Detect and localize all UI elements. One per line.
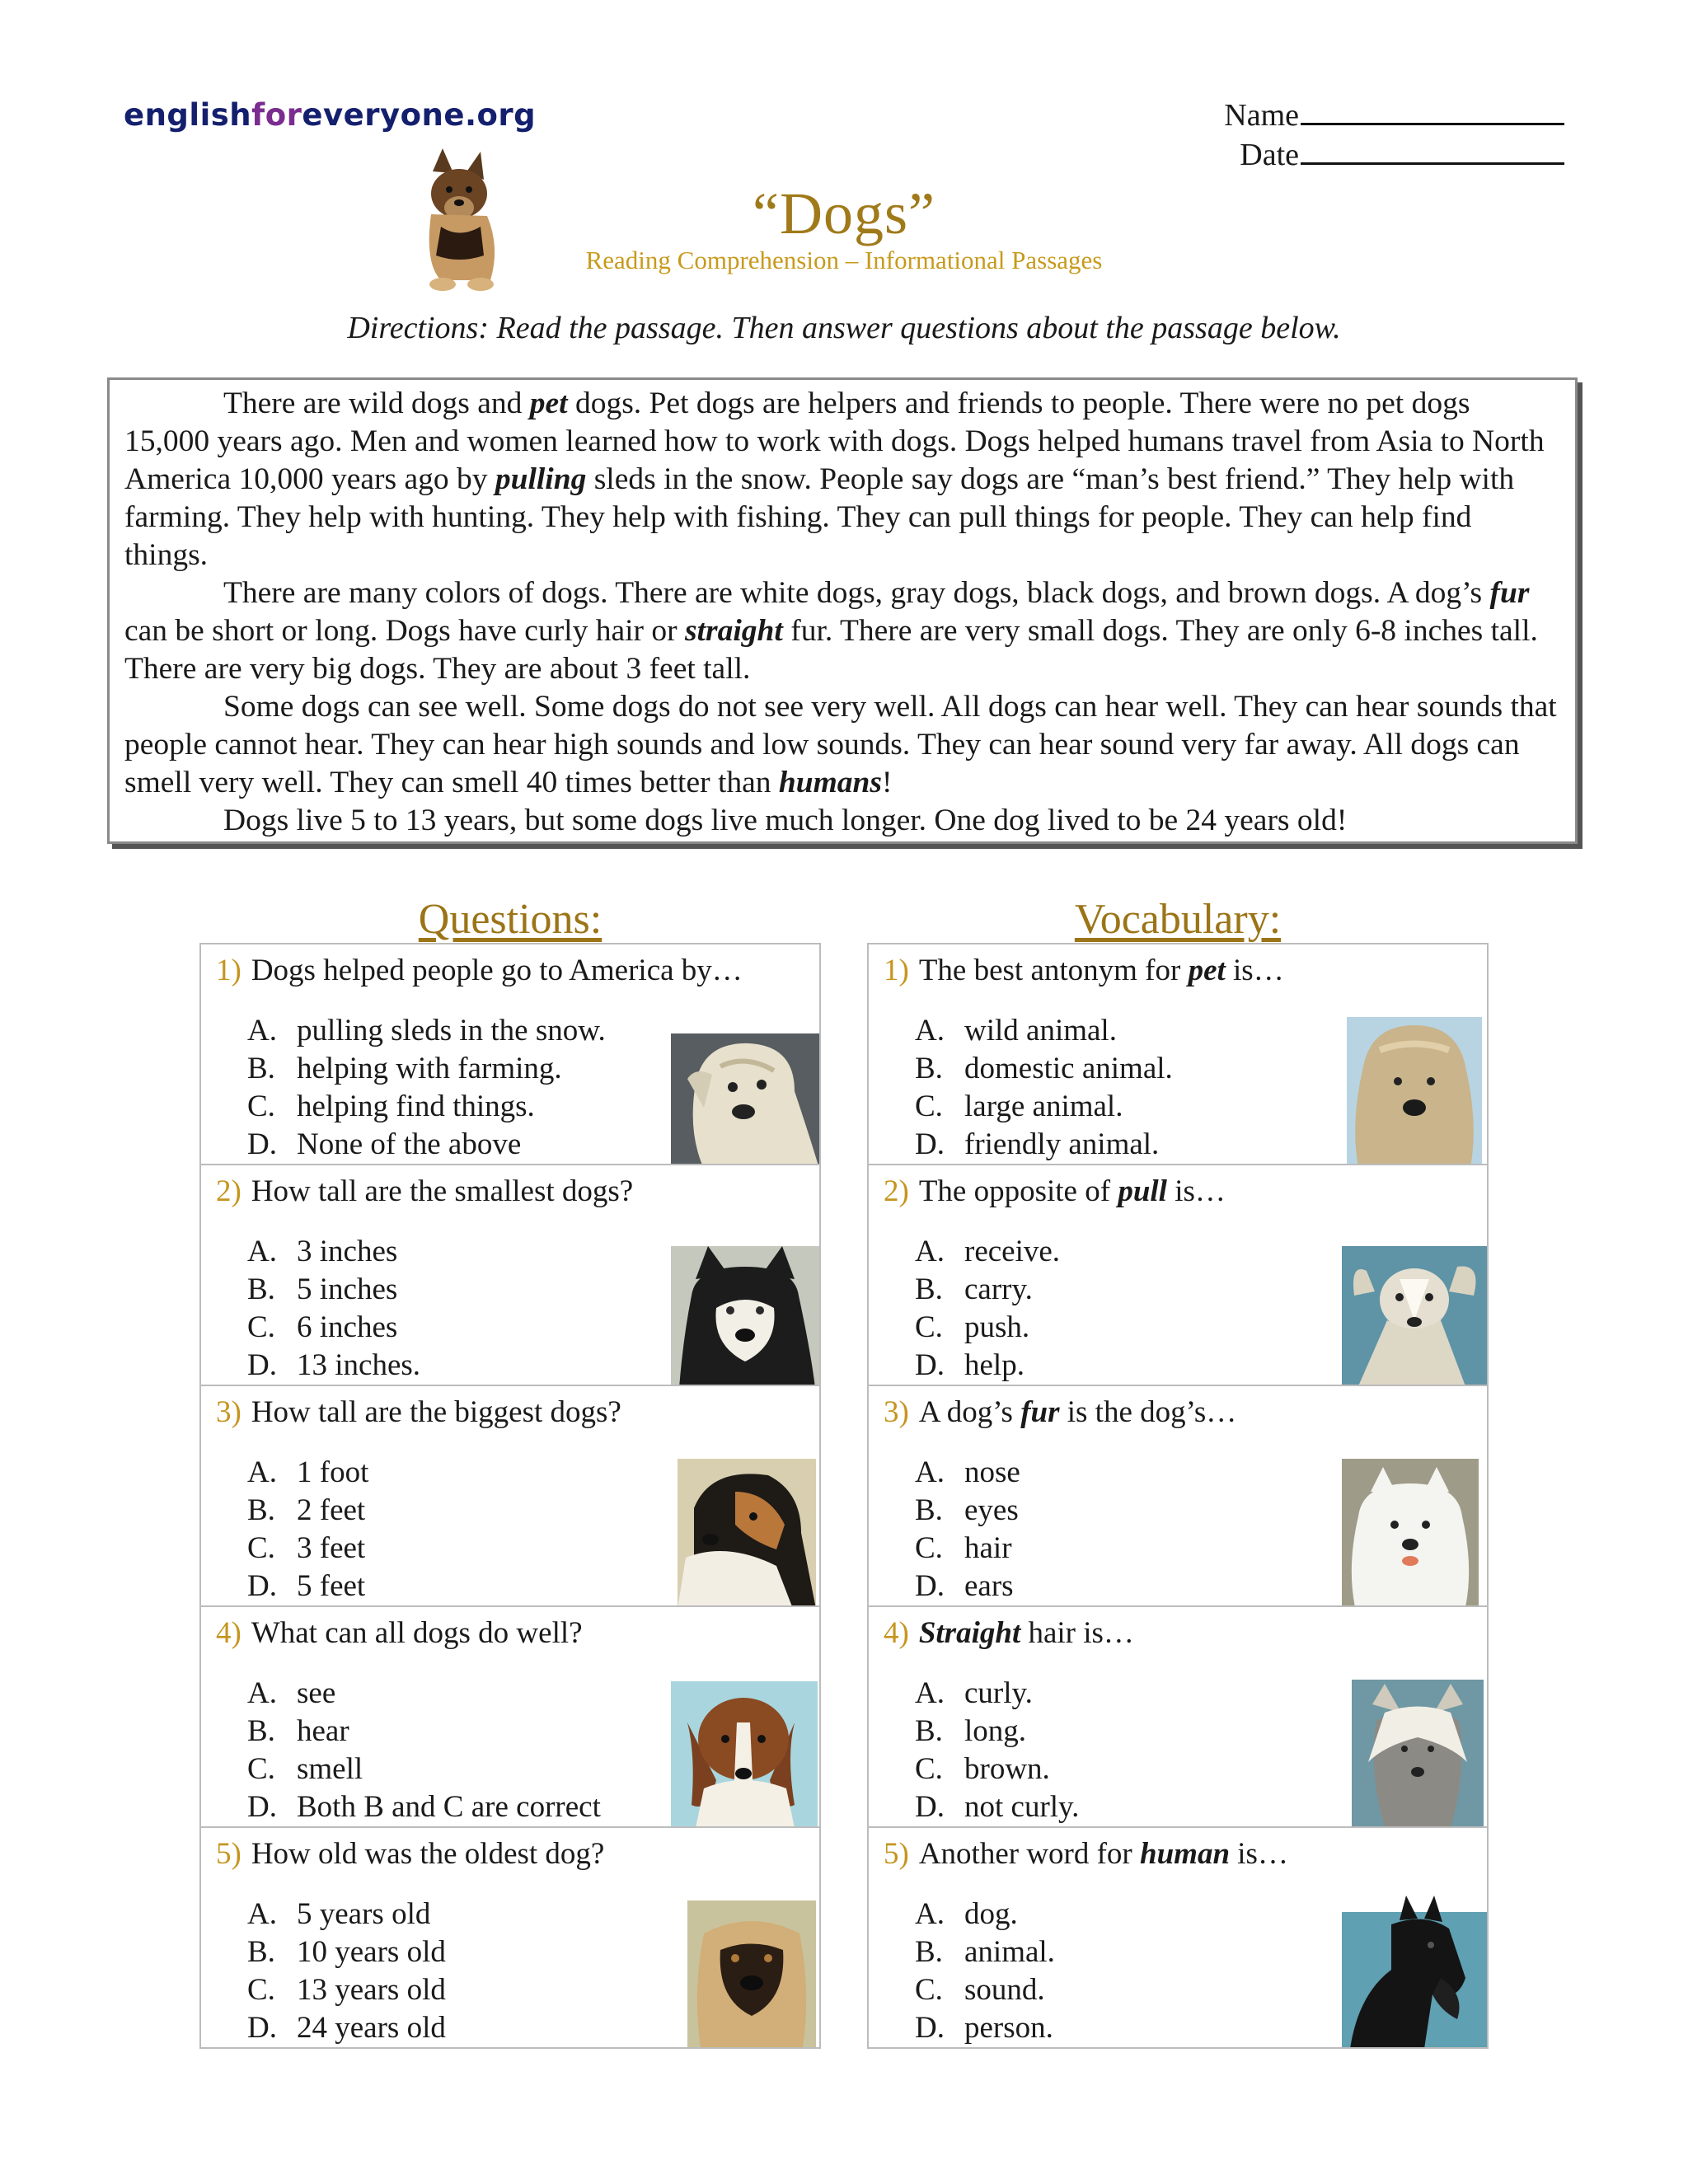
vocabulary-box: [867, 1826, 1489, 2049]
shepherd-dog-picture: [678, 1459, 816, 1607]
answer-option[interactable]: D. 5 feet: [247, 1569, 366, 1603]
answer-option[interactable]: D. help.: [915, 1348, 1025, 1382]
answer-option[interactable]: D. not curly.: [915, 1790, 1080, 1824]
answer-option[interactable]: D. 13 inches.: [247, 1348, 421, 1382]
answer-option[interactable]: C. 3 feet: [247, 1531, 366, 1565]
answer-option[interactable]: A. nose: [915, 1455, 1020, 1489]
directions: Directions: Read the passage. Then answer questions about the passage below.: [347, 311, 1341, 345]
vocabulary-box: [867, 1164, 1489, 1386]
answer-options: [247, 1233, 420, 1385]
answer-option[interactable]: B. helping with farming.: [247, 1052, 562, 1085]
date-field[interactable]: Date: [1240, 137, 1564, 173]
sheepdog-picture: [1347, 1017, 1482, 1165]
question-box: [199, 1605, 821, 1828]
answer-option[interactable]: A. dog.: [915, 1897, 1018, 1931]
answer-option[interactable]: A. 5 years old: [247, 1897, 431, 1931]
husky-dog-picture: [671, 1246, 819, 1386]
answer-option[interactable]: D. 24 years old: [247, 2011, 446, 2045]
answer-options: [247, 1675, 601, 1826]
answer-option[interactable]: A. see: [247, 1676, 336, 1710]
answer-option[interactable]: A. curly.: [915, 1676, 1033, 1710]
question-box: [199, 1826, 821, 2049]
answer-option[interactable]: A. receive.: [915, 1235, 1061, 1268]
answer-options: [915, 1233, 1060, 1385]
answer-option[interactable]: A. 1 foot: [247, 1455, 369, 1489]
answer-option[interactable]: B. long.: [915, 1714, 1027, 1748]
spaniel-dog-picture: [671, 1681, 818, 1828]
answer-option[interactable]: D. None of the above: [247, 1127, 522, 1161]
vocabulary-box: [867, 1385, 1489, 1607]
answer-option[interactable]: C. 13 years old: [247, 1973, 446, 2007]
passage-paragraph: Some dogs can see well. Some dogs do not see very well. All dogs can hear well. They can hear sounds that people cannot hear. They can hear high sounds and low sounds. They can hear sound very far away. All dogs can smell very well. They can smell 40 times better than humans!: [124, 690, 1557, 799]
whippet-dog-picture: [1342, 1246, 1489, 1386]
questions-heading: Questions:: [418, 896, 603, 943]
question-box: [199, 1164, 821, 1386]
vocabulary-text: 5) Another word for human is…: [884, 1837, 1288, 1871]
answer-option[interactable]: C. push.: [915, 1310, 1030, 1344]
scottie-dog-picture: [1342, 1896, 1487, 2049]
answer-option[interactable]: D. ears: [915, 1569, 1014, 1603]
answer-option[interactable]: A. 3 inches: [247, 1235, 398, 1268]
vocabulary-text: 1) The best antonym for pet is…: [884, 954, 1284, 987]
question-text: 5) How old was the oldest dog?: [216, 1837, 605, 1871]
name-field[interactable]: Name: [1224, 97, 1564, 134]
question-box: [199, 943, 821, 1165]
answer-option[interactable]: C. brown.: [915, 1752, 1050, 1786]
answer-option[interactable]: C. 6 inches: [247, 1310, 398, 1344]
answer-option[interactable]: D. friendly animal.: [915, 1127, 1160, 1161]
vocabulary-box: [867, 1605, 1489, 1828]
answer-option[interactable]: D. person.: [915, 2011, 1053, 2045]
answer-options: [247, 1012, 606, 1164]
answer-option[interactable]: D. Both B and C are correct: [247, 1790, 601, 1824]
answer-options: [915, 1896, 1055, 2047]
answer-option[interactable]: C. hair: [915, 1531, 1012, 1565]
page-title: “Dogs”: [753, 180, 935, 246]
answer-options: [247, 1454, 368, 1605]
vocabulary-list: [867, 944, 1489, 2049]
answer-option[interactable]: C. helping find things.: [247, 1090, 535, 1123]
question-text: 4) What can all dogs do well?: [216, 1616, 583, 1650]
answer-option[interactable]: B. 5 inches: [247, 1272, 398, 1306]
question-box: [199, 1385, 821, 1607]
passage-paragraph: Dogs live 5 to 13 years, but some dogs live much longer. One dog lived to be 24 years old!: [223, 804, 1348, 837]
answer-options: [915, 1675, 1079, 1826]
answer-options: [915, 1454, 1020, 1605]
question-text: 2) How tall are the smallest dogs?: [216, 1174, 634, 1208]
passage-paragraph: There are many colors of dogs. There are white dogs, gray dogs, black dogs, and brown dogs. A dog’s fur can be short or long. Dogs have curly hair or straight fur. There are very small dogs. They are only 6-8 inches tall. There are very big dogs. They are about 3 feet tall.: [124, 576, 1538, 686]
mastiff-dog-picture: [687, 1900, 816, 2047]
answer-option[interactable]: B. hear: [247, 1714, 349, 1748]
answer-option[interactable]: A. wild animal.: [915, 1014, 1117, 1047]
reading-passage: [107, 377, 1578, 844]
westie-dog-picture: [1342, 1459, 1479, 1607]
question-text: 1) Dogs helped people go to America by…: [216, 954, 743, 987]
answer-option[interactable]: B. 2 feet: [247, 1493, 366, 1527]
question-text: 3) How tall are the biggest dogs?: [216, 1395, 621, 1429]
answer-options: [247, 1896, 446, 2047]
answer-options: [915, 1012, 1173, 1164]
crested-dog-picture: [1352, 1680, 1484, 1828]
answer-option[interactable]: B. domestic animal.: [915, 1052, 1173, 1085]
answer-option[interactable]: C. sound.: [915, 1973, 1045, 2007]
vocabulary-heading: Vocabulary:: [1074, 896, 1282, 943]
passage-paragraph: There are wild dogs and pet dogs. Pet dogs are helpers and friends to people. There were no pet dogs 15,000 years ago. Men and women learned how to work with dogs. Dogs helped humans travel from Asia to North America 10,000 years ago by pulling sleds in the snow. People say dogs are “man’s best friend.” They help with farming. They help with hunting. They help with fishing. They can pull things for people. They can help find things.: [124, 387, 1545, 572]
vocabulary-box: [867, 943, 1489, 1165]
answer-option[interactable]: B. carry.: [915, 1272, 1033, 1306]
answer-option[interactable]: B. animal.: [915, 1935, 1055, 1969]
answer-option[interactable]: A. pulling sleds in the snow.: [247, 1014, 606, 1047]
answer-option[interactable]: C. large animal.: [915, 1090, 1123, 1123]
page-subtitle: Reading Comprehension – Informational Passages: [585, 246, 1103, 274]
terrier-dog-picture: [671, 1033, 819, 1165]
vocabulary-text: 4) Straight hair is…: [884, 1616, 1134, 1650]
vocabulary-text: 2) The opposite of pull is…: [884, 1174, 1226, 1208]
answer-option[interactable]: B. eyes: [915, 1493, 1019, 1527]
answer-option[interactable]: C. smell: [247, 1752, 363, 1786]
questions-list: [199, 944, 821, 2049]
answer-option[interactable]: B. 10 years old: [247, 1935, 446, 1969]
site-logo-text: englishforeveryone.org: [124, 97, 537, 133]
vocabulary-text: 3) A dog’s fur is the dog’s…: [884, 1395, 1237, 1429]
